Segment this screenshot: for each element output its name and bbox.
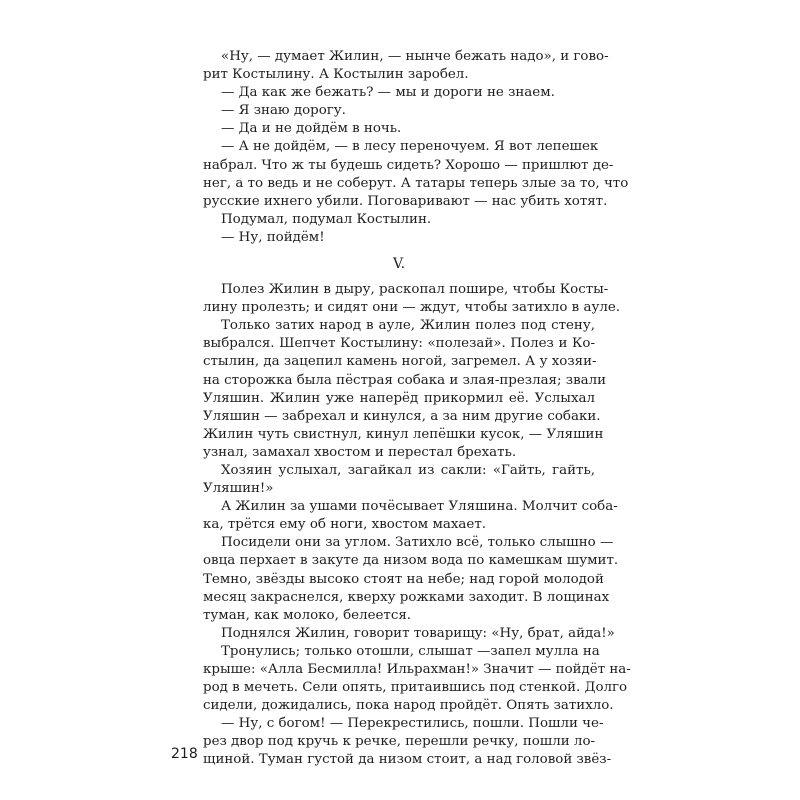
- paragraphs-before-heading: [203, 48, 629, 247]
- text-line: род в мечеть. Сели опять, притаившись под стенкой. Долго: [203, 680, 628, 696]
- text-line: Только затих народ в ауле, Жилин полез под стену,: [221, 318, 595, 334]
- text-line: Подумал, подумал Костылин.: [221, 211, 432, 227]
- text-line: на сторожка была пёстрая собака и злая-презлая; звали: [203, 372, 607, 388]
- text-line: лину пролезть; и сидят они — ждут, чтобы затихло в ауле.: [203, 300, 621, 316]
- text-line: выбрался. Шепчет Костылину: «полезай». Полез и Ко-: [203, 336, 595, 352]
- text-line: рез двор под кручь к речке, перешли речку, пошли ло-: [203, 734, 596, 750]
- text-line: нег, а то ведь и не соберут. А татары теперь злые за то, что: [203, 175, 629, 191]
- text-line: Полез Жилин в дыру, раскопал пошире, чтобы Косты-: [221, 282, 609, 298]
- text-line: овца перхает в закуте да низом вода по камешкам шумит.: [203, 553, 619, 569]
- text-line: рит Костылину. А Костылин заробел.: [203, 67, 469, 83]
- text-line: крыше: «Алла Бесмилла! Ильрахман!» Значит — пойдёт на-: [203, 662, 631, 677]
- text-line: «Ну, — думает Жилин, — нынче бежать надо», и гово-: [221, 49, 609, 64]
- text-block: [203, 48, 631, 770]
- text-line: Уляшин!»: [203, 481, 274, 497]
- text-line: Темно, звёзды высоко стоят на небе; над горой молодой: [203, 571, 604, 587]
- text-line: Жилин чуть свистнул, кинул лепёшки кусок, — Уляшин: [203, 426, 604, 442]
- text-line: — Ну, с богом! — Перекрестились, пошли. Пошли че-: [221, 716, 604, 732]
- paragraphs-after-heading: [203, 281, 631, 770]
- text-line: Уляшин. Жилин уже наперёд прикормил её. Услыхал: [203, 390, 595, 406]
- chapter-heading: V.: [392, 256, 406, 273]
- page-number: 218: [171, 746, 198, 762]
- text-line: А Жилин за ушами почёсывает Уляшина. Молчит соба-: [221, 499, 618, 515]
- text-line: — Да и не дойдём в ночь.: [221, 121, 402, 137]
- text-line: — Да как же бежать? — мы и дороги не знаем.: [221, 85, 555, 101]
- text-line: Хозяин услыхал, загайкал из сакли: «Гайть, гайть,: [221, 462, 595, 478]
- text-line: — А не дойдём, — в лесу переночуем. Я вот лепешек: [221, 139, 599, 155]
- text-line: Посидели они за углом. Затихло всё, только слышно —: [221, 535, 614, 551]
- text-line: щиной. Туман густой да низом стоит, а над головой звёз-: [203, 752, 612, 768]
- text-line: туман, как молоко, белеется.: [203, 607, 412, 623]
- text-line: Уляшин — забрехал и кинулся, а за ним другие собаки.: [203, 408, 601, 424]
- text-line: — Ну, пойдём!: [221, 229, 325, 245]
- text-line: месяц закраснелся, кверху рожками заходит. В лощинах: [203, 589, 610, 605]
- text-line: набрал. Что ж ты будешь сидеть? Хорошо — пришлют де-: [203, 157, 614, 173]
- text-line: — Я знаю дорогу.: [221, 103, 346, 119]
- text-line: ка, трётся ему об ноги, хвостом махает.: [203, 517, 486, 533]
- text-line: Тронулись; только отошли, слышат —запел мулла на: [221, 643, 600, 659]
- text-line: стылин, да зацепил камень ногой, загремел. А у хозяи-: [203, 354, 597, 370]
- text-line: сидели, дожидались, пока народ пройдёт. Опять затихло.: [203, 698, 614, 714]
- text-line: узнал, замахал хвостом и перестал брехать.: [203, 444, 517, 460]
- text-line: Поднялся Жилин, говорит товарищу: «Ну, брат, айда!»: [221, 625, 615, 641]
- text-line: русские ихнего убили. Поговаривают — нас убить хотят.: [203, 193, 608, 209]
